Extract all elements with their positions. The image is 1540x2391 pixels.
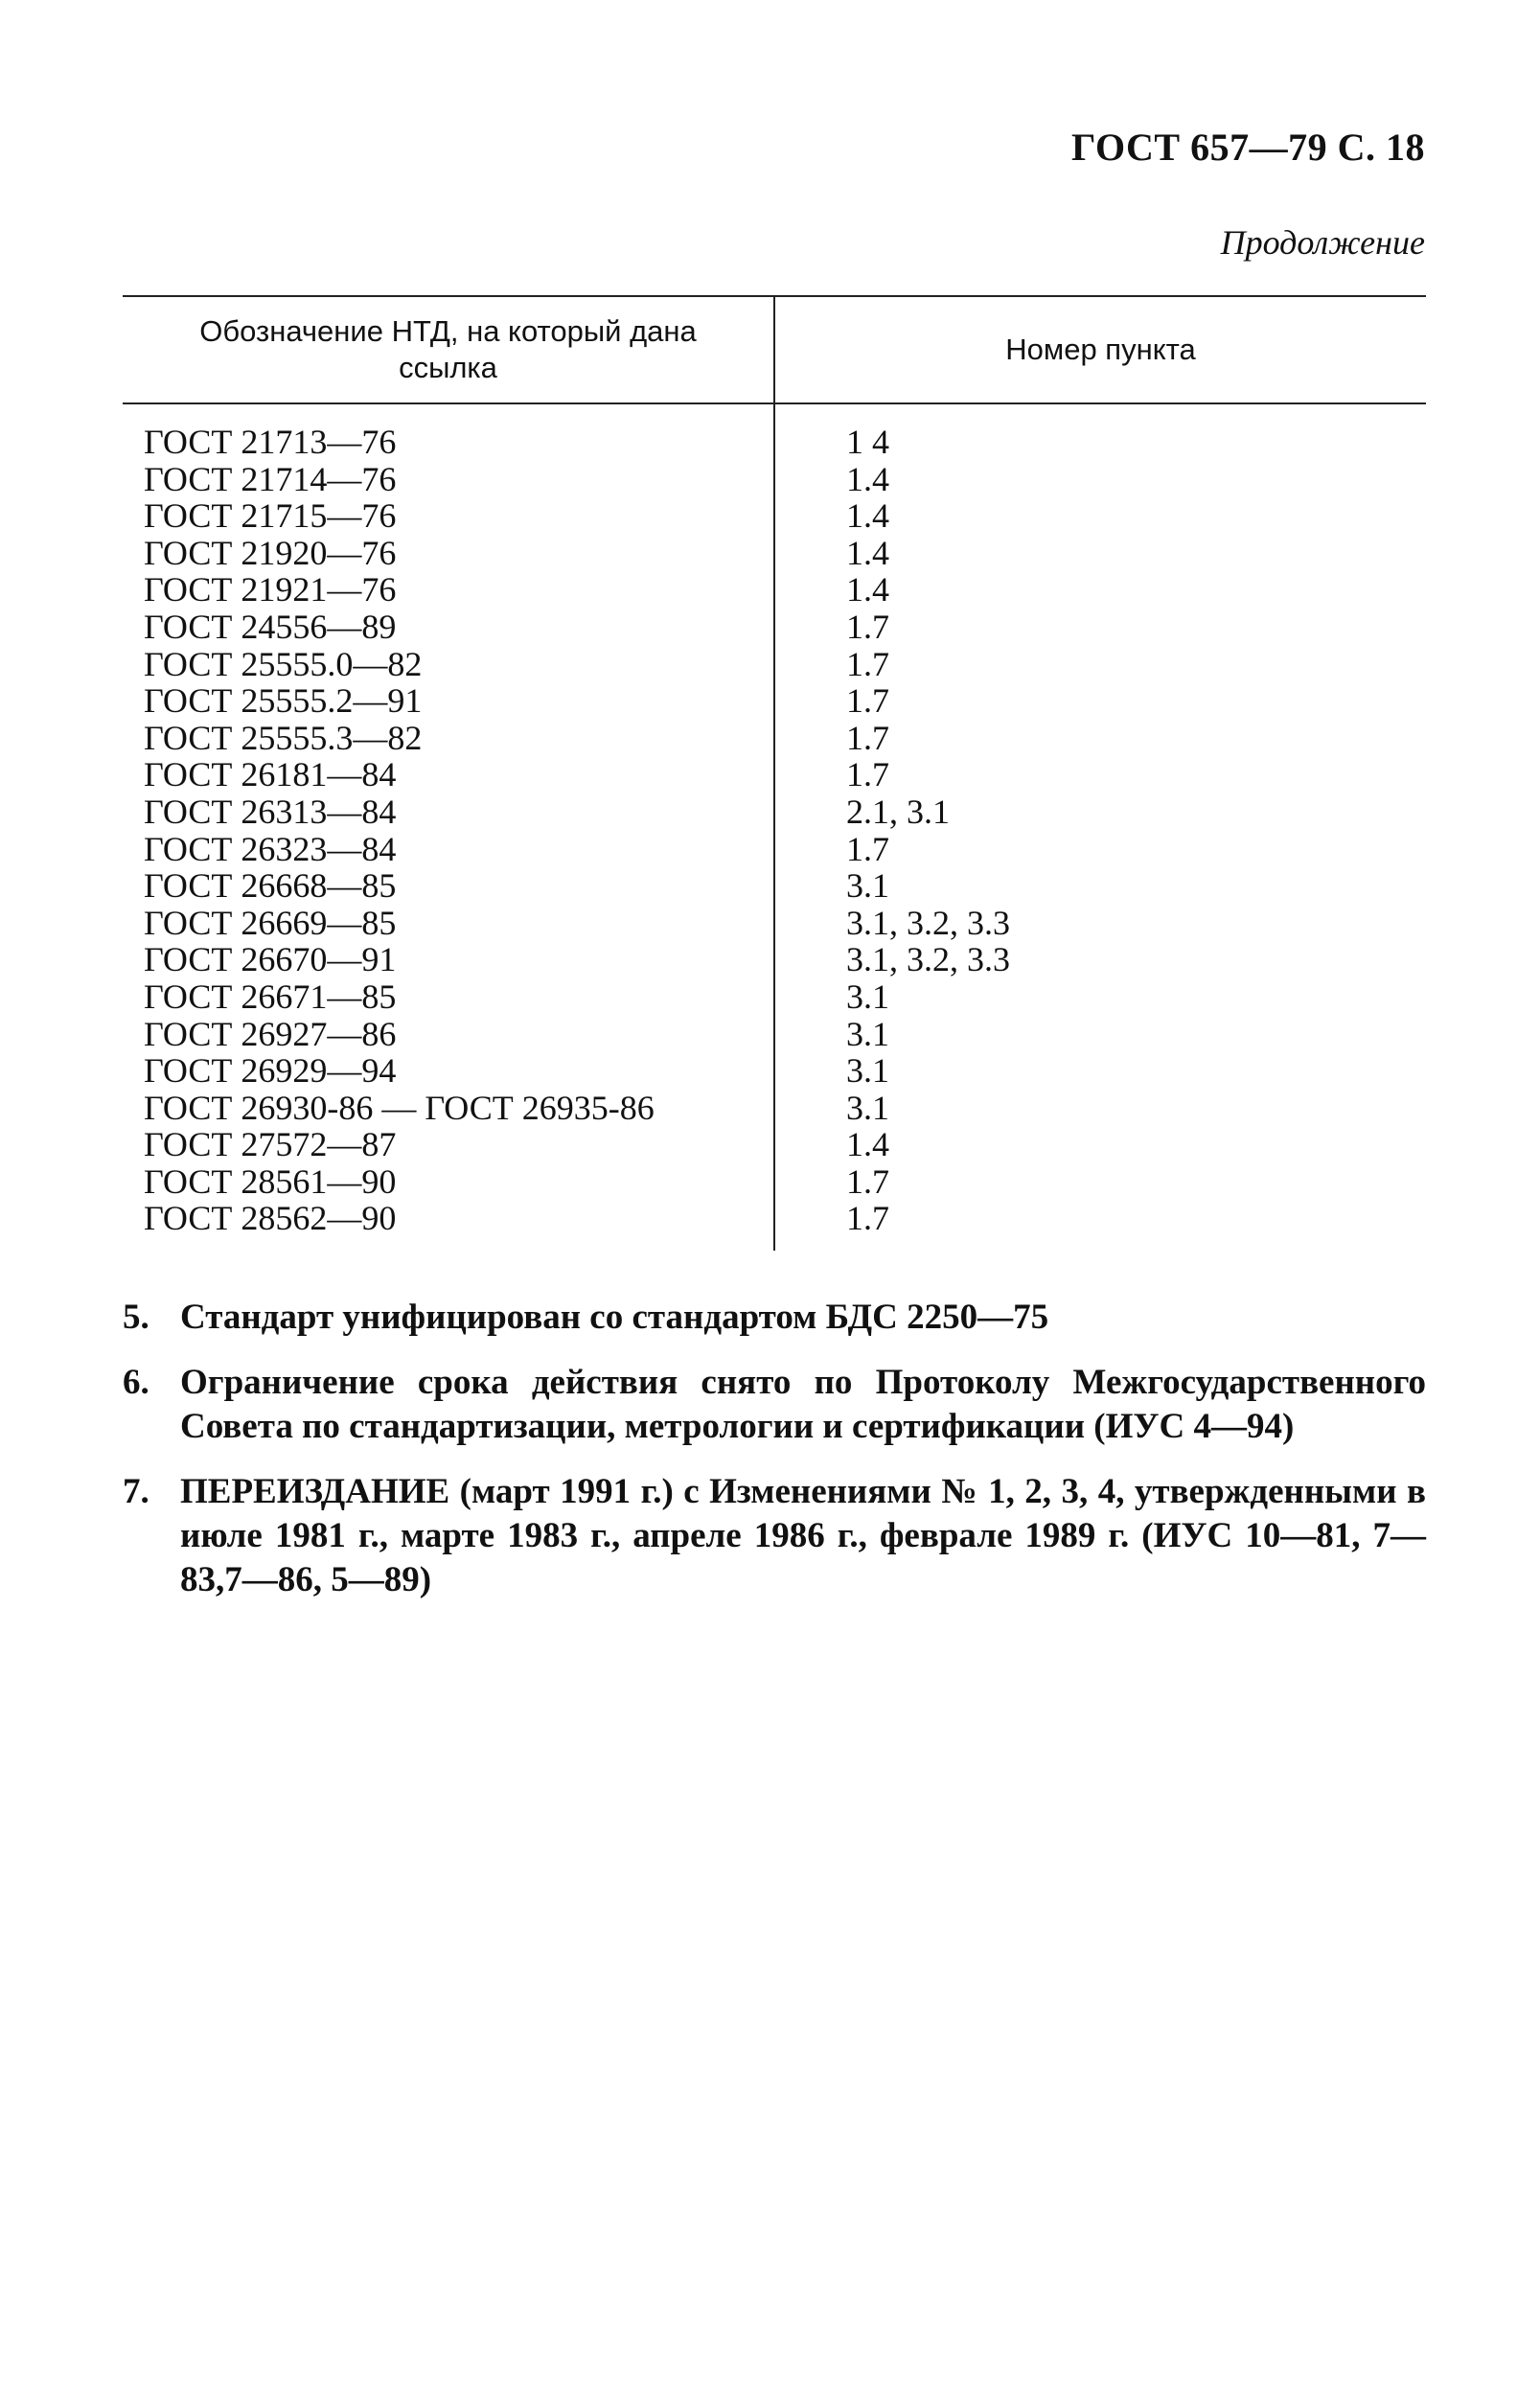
table-row (123, 461, 1426, 498)
note-number: 6. (123, 1363, 149, 1402)
clause-cell: 1.4 (846, 570, 889, 609)
column-header-document: Обозначение НТД, на который дана ссылка (123, 296, 774, 403)
clause-cell: 3.1 (846, 977, 889, 1016)
clause-cell: 1.7 (846, 644, 889, 683)
clause-cell: 3.1, 3.2, 3.3 (846, 903, 1010, 942)
clause-cell: 1.4 (846, 1125, 889, 1164)
table-row (123, 403, 1426, 461)
document-cell: ГОСТ 25555.2—91 (123, 682, 774, 720)
document-cell: ГОСТ 28561—90 (123, 1163, 774, 1201)
note-text: Стандарт унифицирован со стандартом БДС 2250—75 (180, 1298, 1049, 1337)
clause-cell: 1 4 (846, 423, 889, 461)
clause-cell: 3.1 (846, 1088, 889, 1127)
table-row (123, 978, 1426, 1016)
note-text: Ограничение срока действия снято по Протоколу Межгосударственного Совета по стандартизации, метрологии и сертификации (ИУС 4—94) (180, 1363, 1426, 1446)
clause-cell: 1.4 (846, 496, 889, 536)
table-row (123, 1090, 1426, 1127)
document-cell: ГОСТ 26929—94 (123, 1052, 774, 1090)
clause-cell: 1.7 (846, 755, 889, 794)
table-row (123, 831, 1426, 868)
document-cell: ГОСТ 21714—76 (123, 461, 774, 498)
table-row (123, 905, 1426, 942)
document-cell: ГОСТ 26930-86 — ГОСТ 26935-86 (123, 1090, 774, 1127)
table-row (123, 1052, 1426, 1090)
clause-cell: 1.7 (846, 718, 889, 757)
clause-cell: 1.7 (846, 829, 889, 868)
document-cell: ГОСТ 24556—89 (123, 609, 774, 646)
reference-table (123, 295, 1426, 1251)
document-cell: ГОСТ 26927—86 (123, 1016, 774, 1053)
table-row (123, 941, 1426, 978)
note-item (123, 1296, 1426, 1340)
document-cell: ГОСТ 26313—84 (123, 793, 774, 831)
table-row (123, 1016, 1426, 1053)
clause-cell: 1.4 (846, 533, 889, 572)
clause-cell: 1.7 (846, 1199, 889, 1238)
table-row (123, 682, 1426, 720)
document-cell: ГОСТ 21715—76 (123, 497, 774, 535)
document-cell: ГОСТ 26669—85 (123, 905, 774, 942)
document-cell: ГОСТ 26668—85 (123, 867, 774, 905)
note-item (123, 1361, 1426, 1449)
table-row (123, 1200, 1426, 1251)
column-header-clause: Номер пункта (774, 296, 1426, 403)
reference-table-container (123, 295, 1426, 1251)
table-row (123, 497, 1426, 535)
document-cell: ГОСТ 26323—84 (123, 831, 774, 868)
table-row (123, 793, 1426, 831)
table-header-row (123, 296, 1426, 403)
document-cell: ГОСТ 26181—84 (123, 756, 774, 793)
table-row (123, 867, 1426, 905)
clause-cell: 3.1, 3.2, 3.3 (846, 940, 1010, 979)
document-cell: ГОСТ 21921—76 (123, 571, 774, 609)
note-number: 7. (123, 1472, 149, 1511)
document-cell: ГОСТ 28562—90 (123, 1200, 774, 1251)
clause-cell: 1.4 (846, 459, 889, 498)
table-row (123, 571, 1426, 609)
document-cell: ГОСТ 27572—87 (123, 1126, 774, 1163)
table-row (123, 646, 1426, 683)
page-header: ГОСТ 657—79 С. 18 (1070, 126, 1425, 169)
clause-cell: 1.7 (846, 607, 889, 646)
clause-cell: 2.1, 3.1 (846, 792, 950, 831)
document-cell: ГОСТ 21713—76 (123, 403, 774, 461)
table-row (123, 1126, 1426, 1163)
clause-cell: 1.7 (846, 1161, 889, 1201)
table-row (123, 609, 1426, 646)
table-row (123, 756, 1426, 793)
note-number: 5. (123, 1298, 149, 1337)
table-body (123, 403, 1426, 1251)
note-text: ПЕРЕИЗДАНИЕ (март 1991 г.) с Изменениями № 1, 2, 3, 4, утвержденными в июле 1981 г., марте 1983 г., апреле 1986 г., феврале 1989 г. (ИУС 10—81, 7—83,7—86, 5—89) (180, 1472, 1426, 1599)
clause-cell: 3.1 (846, 1014, 889, 1053)
clause-cell: 1.7 (846, 681, 889, 721)
clause-cell: 3.1 (846, 1051, 889, 1091)
clause-cell: 3.1 (846, 866, 889, 906)
document-cell: ГОСТ 25555.0—82 (123, 646, 774, 683)
note-item (123, 1470, 1426, 1602)
table-row (123, 535, 1426, 572)
continuation-label: Продолжение (1220, 223, 1425, 262)
document-cell: ГОСТ 26671—85 (123, 978, 774, 1016)
table-row (123, 1163, 1426, 1201)
document-cell: ГОСТ 21920—76 (123, 535, 774, 572)
document-cell: ГОСТ 26670—91 (123, 941, 774, 978)
document-cell: ГОСТ 25555.3—82 (123, 720, 774, 757)
table-row (123, 720, 1426, 757)
notes-list (123, 1296, 1426, 1623)
